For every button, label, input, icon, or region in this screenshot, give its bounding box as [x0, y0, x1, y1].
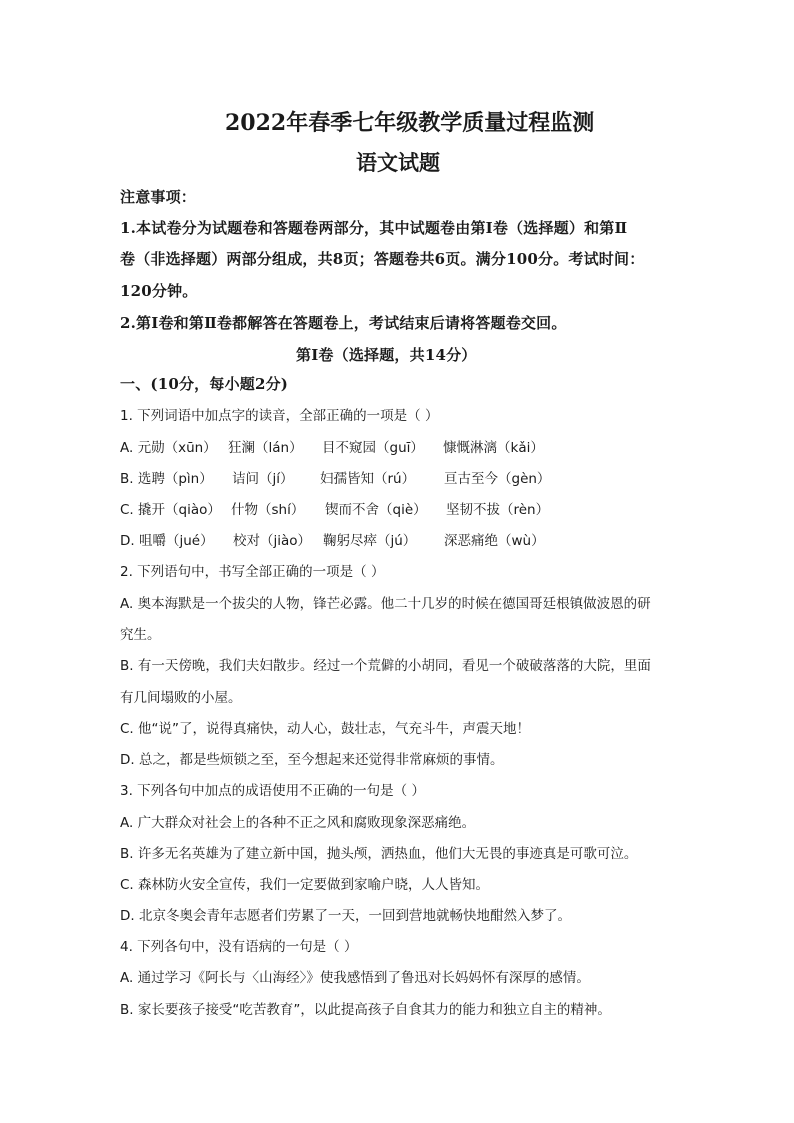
option-a-word-1: A. 元勋（xūn）: [120, 440, 217, 456]
option-c-word-1: C. 撬开（qiào）: [120, 502, 221, 518]
section-heading: 一、(10分，每小题2分): [120, 375, 289, 393]
question-1-option-d: [120, 529, 545, 549]
option-b-word-3: 妇孺皆知（rú）: [320, 471, 416, 487]
option-d-word-3: 鞠躬尽瘁（jú）: [323, 533, 417, 549]
question-1-stem: 1. 下列词语中加点字的读音，全部正确的一项是（ ）: [120, 408, 439, 424]
option-c-word-4: 坚韧不拔（rèn）: [446, 502, 550, 518]
part-heading: 第Ⅰ卷（选择题，共14分）: [296, 346, 477, 364]
notice-line-4: 2.第Ⅰ卷和第Ⅱ卷都解答在答题卷上，考试结束后请将答题卷交回。: [120, 314, 567, 332]
question-4-option-a: A. 通过学习《阿长与〈山海经〉》使我感悟到了鲁迅对长妈妈怀有深厚的感情。: [120, 970, 590, 986]
question-2-option-c: C. 他“说”了，说得真痛快，动人心，鼓壮志，气充斗牛，声震天地！: [120, 721, 530, 737]
question-3-option-c: C. 森林防火安全宣传，我们一定要做到家喻户晓，人人皆知。: [120, 877, 490, 893]
option-b-word-1: B. 选聘（pìn）: [120, 471, 213, 487]
question-3-option-a: A. 广大群众对社会上的各种不正之风和腐败现象深恶痛绝。: [120, 815, 476, 831]
notice-line-3: 120分钟。: [120, 282, 198, 300]
option-c-word-2: 什物（shí）: [231, 502, 305, 518]
question-2-option-b-line-2: 有几间塌败的小屋。: [120, 690, 242, 706]
notice-line-2: 卷（非选择题）两部分组成，共8页；答题卷共6页。满分100分。考试时间：: [120, 250, 645, 268]
notice-line-1: 1.本试卷分为试题卷和答题卷两部分，其中试题卷由第Ⅰ卷（选择题）和第Ⅱ: [120, 219, 628, 237]
question-3-stem: 3. 下列各句中加点的成语使用不正确的一句是（ ）: [120, 783, 425, 799]
question-1-option-c: [120, 498, 549, 518]
question-2-option-d: D. 总之，都是些烦锁之至，至今想起来还觉得非常麻烦的事情。: [120, 752, 504, 768]
option-b-word-2: 诘问（jí）: [232, 471, 294, 487]
question-3-option-d: D. 北京冬奥会青年志愿者们劳累了一天，一回到营地就畅快地酣然入梦了。: [120, 908, 571, 924]
question-2-stem: 2. 下列语句中，书写全部正确的一项是（ ）: [120, 564, 385, 580]
question-2-option-a-line-1: A. 奥本海默是一个拔尖的人物，锋芒必露。他二十几岁的时候在德国哥廷根镇做波恩的研: [120, 596, 651, 612]
question-4-option-b: B. 家长要孩子接受“吃苦教育”，以此提高孩子自食其力的能力和独立自主的精神。: [120, 1002, 611, 1018]
exam-title: 2022年春季七年级教学质量过程监测: [225, 110, 595, 136]
option-d-word-2: 校对（jiào）: [233, 533, 312, 549]
exam-subtitle: 语文试题: [356, 150, 440, 175]
question-1-option-a: [120, 436, 544, 456]
option-d-word-1: D. 咀嚼（jué）: [120, 533, 214, 549]
option-a-word-3: 目不窥园（guī）: [322, 440, 424, 456]
option-b-word-4: 亘古至今（gèn）: [444, 471, 551, 487]
notice-heading: 注意事项：: [120, 188, 197, 206]
question-2-option-a-line-2: 究生。: [120, 627, 161, 643]
option-a-word-2: 狂澜（lán）: [228, 440, 303, 456]
option-c-word-3: 锲而不舍（qiè）: [325, 502, 427, 518]
option-d-word-4: 深恶痛绝（wù）: [444, 533, 545, 549]
option-a-word-4: 慷慨淋漓（kǎi）: [443, 440, 544, 456]
question-1-option-b: [120, 467, 550, 487]
question-2-option-b-line-1: B. 有一天傍晚，我们夫妇散步。经过一个荒僻的小胡同，看见一个破破落落的大院，里面: [120, 658, 651, 674]
question-4-stem: 4. 下列各句中，没有语病的一句是（ ）: [120, 939, 358, 955]
question-3-option-b: B. 许多无名英雄为了建立新中国，抛头颅，洒热血，他们大无畏的事迹真是可歌可泣。: [120, 846, 638, 862]
